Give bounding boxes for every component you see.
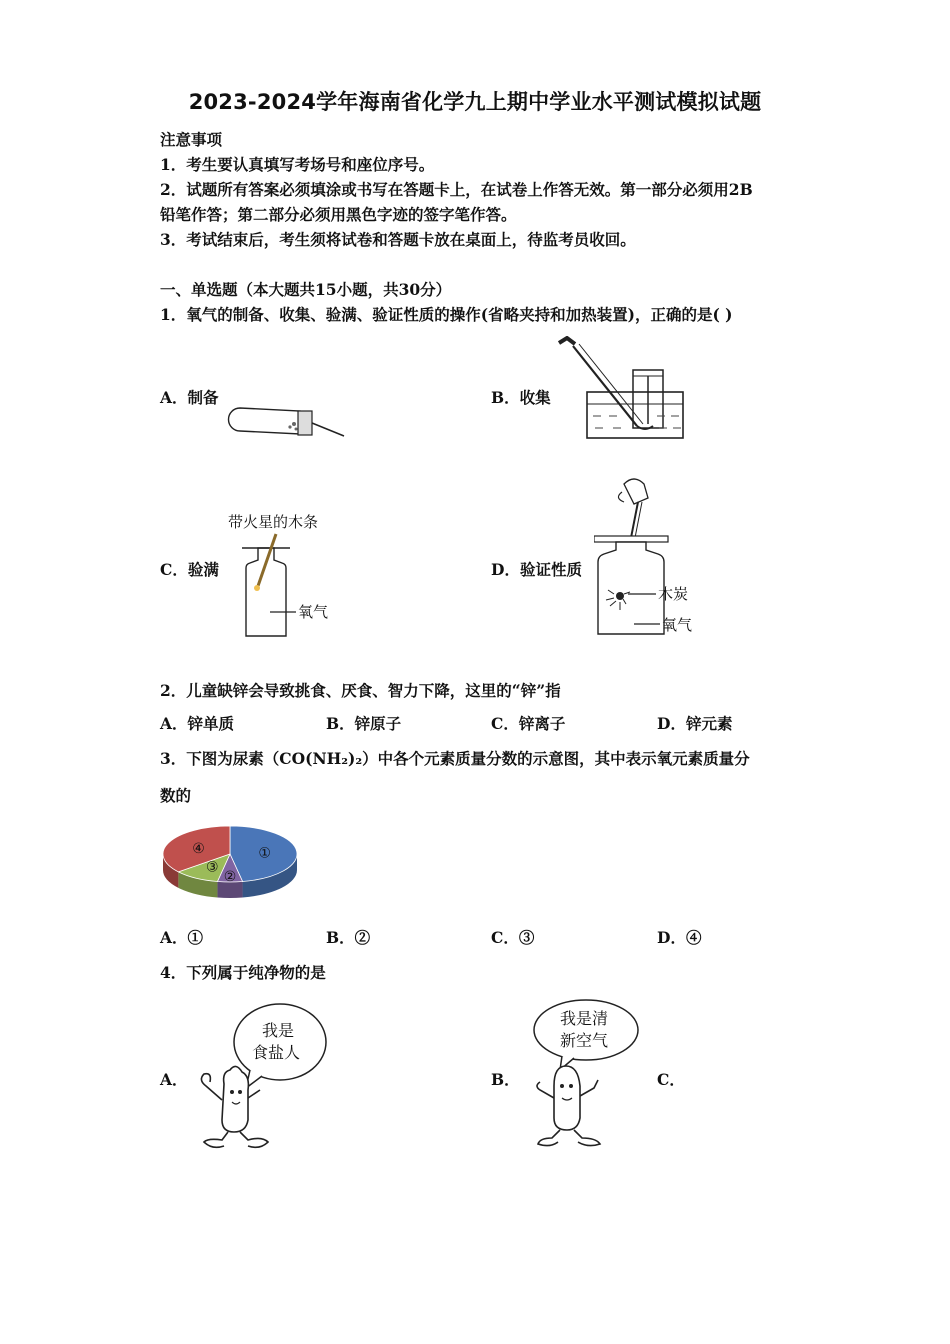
q2-option-a: A．锌单质 <box>160 714 235 733</box>
pie-label-1: ① <box>258 845 271 862</box>
q3-option-d: D．④ <box>657 928 702 947</box>
pie-label-2: ② <box>223 868 237 885</box>
q3-stem-line2: 数的 <box>160 786 192 805</box>
bubble-b-line1: 我是清 <box>560 1009 609 1028</box>
q3-stem-line1: 3．下图为尿素（CO(NH₂)₂）中各个元素质量分数的示意图，其中表示氧元素质量分 <box>160 749 750 768</box>
q2-option-d: D．锌元素 <box>657 714 733 733</box>
q3-option-b: B．② <box>326 928 371 947</box>
pie-label-4: ④ <box>192 840 205 857</box>
q2-option-c: C．锌离子 <box>491 714 566 733</box>
q1-stem: 1．氧气的制备、收集、验满、验证性质的操作(省略夹持和加热装置)，正确的是( ) <box>160 305 733 324</box>
bubble-a-line2: 食盐人 <box>252 1043 301 1062</box>
charcoal-burning-figure <box>594 472 704 642</box>
gas-collection-figure <box>553 336 693 444</box>
notice-item-1: 1．考生要认真填写考场号和座位序号。 <box>160 155 435 174</box>
pie-label-3: ③ <box>205 859 219 876</box>
q4-option-b: B． <box>491 1070 520 1089</box>
oxygen-full-test-figure <box>222 508 362 642</box>
q3-option-c: C．③ <box>491 928 535 947</box>
q4-stem: 4．下列属于纯净物的是 <box>160 963 326 982</box>
oxygen-label-d: 氧气 <box>662 616 693 634</box>
q1-option-a: A．制备 <box>160 388 219 407</box>
q4-option-c: C． <box>657 1070 685 1089</box>
charcoal-label: 木炭 <box>658 585 689 603</box>
bubble-a-line1: 我是 <box>262 1021 295 1040</box>
notice-item-2: 2．试题所有答案必须填涂或书写在答题卡上，在试卷上作答无效。第一部分必须用2B <box>160 180 753 199</box>
fresh-air-cartoon-figure <box>524 994 644 1150</box>
notice-heading: 注意事项 <box>160 130 223 149</box>
oxygen-label-c: 氧气 <box>298 603 329 621</box>
notice-item-3: 3．考试结束后，考生须将试卷和答题卡放在桌面上，待监考员收回。 <box>160 230 636 249</box>
element-mass-pie-chart <box>160 814 302 902</box>
bubble-b-line2: 新空气 <box>560 1031 609 1050</box>
splint-label: 带火星的木条 <box>228 513 319 531</box>
q1-option-d: D．验证性质 <box>491 560 582 579</box>
q4-option-a: A． <box>160 1070 188 1089</box>
test-tube-figure <box>226 404 348 442</box>
notice-item-2-cont: 铅笔作答；第二部分必须用黑色字迹的签字笔作答。 <box>160 205 517 224</box>
q1-option-b: B．收集 <box>491 388 551 407</box>
q3-option-a: A．① <box>160 928 204 947</box>
q2-stem: 2．儿童缺锌会导致挑食、厌食、智力下降，这里的“锌”指 <box>160 681 561 700</box>
section-heading: 一、单选题（本大题共15小题，共30分） <box>160 280 452 299</box>
page-title: 2023-2024学年海南省化学九上期中学业水平测试模拟试题 <box>188 90 762 114</box>
q1-option-c: C．验满 <box>160 560 219 579</box>
salt-cartoon-figure <box>192 1000 332 1150</box>
q2-option-b: B．锌原子 <box>326 714 402 733</box>
